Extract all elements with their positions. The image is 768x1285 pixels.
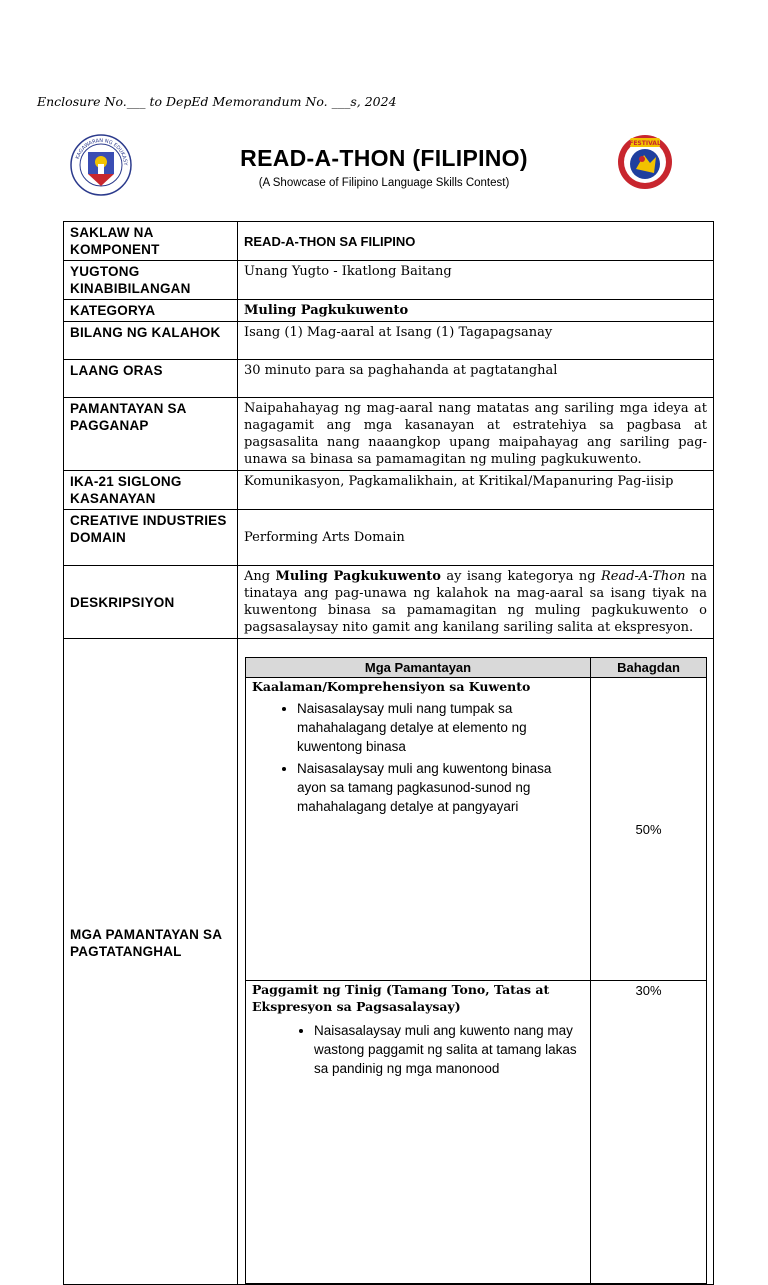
value-siglo: Komunikasyon, Pagkamalikhain, at Kritikal/Mapanuring Pag-iisip	[238, 471, 714, 510]
label-siglo: IKA-21 SIGLONG KASANAYAN	[64, 471, 238, 510]
row-siglo	[64, 471, 714, 510]
row-deskripsiyon	[64, 566, 714, 639]
seal-text: KAGAWARAN NG EDUKASY	[74, 137, 129, 166]
rubric-criterion-2	[246, 981, 591, 1284]
page-subtitle: (A Showcase of Filipino Language Skills Contest)	[258, 177, 510, 189]
festival-logo-icon	[616, 133, 674, 191]
rubric-header-criteria: Mga Pamantayan	[246, 658, 591, 678]
list-item: • Naisasalaysay muli nang tumpak sa mahahalagang detalye at elemento ng kuwentong binasa	[297, 699, 584, 756]
label-kategorya: KATEGORYA	[64, 300, 238, 322]
rubric-row	[246, 678, 707, 981]
value-pamantayan-pagganap: Naipahahayag ng mag-aaral nang matatas ang sariling mga ideya at nagagamit ang mga kasanayan at estratehiya sa pagbasa at pagsasalita nang naaangkop upang maipahayag ang sariling pag-unawa sa binasa sa pamamagitan ng muling pagkukuwento.	[238, 398, 714, 471]
value-oras: 30 minuto para sa paghahanda at pagtatanghal	[238, 360, 714, 398]
criterion-bullets	[252, 1021, 584, 1078]
page-title: READ-A-THON (FILIPINO)	[240, 145, 528, 171]
criterion-title: Paggamit ng Tinig (Tamang Tono, Tatas at Ekspresyon sa Pagsasalaysay)	[252, 982, 550, 1014]
criterion-percent: 30%	[591, 981, 707, 1284]
rubric-criterion-1	[246, 678, 591, 981]
rubric-header-row	[246, 658, 707, 678]
label-yugto: YUGTONG KINABIBILANGAN	[64, 261, 238, 300]
enclosure-note: Enclosure No.___ to DepEd Memorandum No. ___s, 2024	[37, 94, 397, 109]
label-saklaw: SAKLAW NA KOMPONENT	[64, 222, 238, 261]
label-deskripsiyon: DESKRIPSIYON	[64, 566, 238, 639]
row-oras	[64, 360, 714, 398]
rubric-table	[245, 657, 707, 1284]
desc-text-3: na tinataya ang pag-unawa ng kalahok na mag-aaral sa isang tiyak na kuwentong binasa sa pamamagitan ng muling pagkukuwento o pagsasalaysay nito gamit ang kanilang sariling salita at ekspresyon.	[244, 569, 707, 635]
criterion-bullets	[252, 699, 584, 816]
value-pamantayan-pagtatanghal	[238, 639, 714, 1285]
label-bilang: BILANG NG KALAHOK	[64, 322, 238, 360]
value-deskripsiyon	[238, 566, 714, 639]
contest-details-table	[63, 221, 714, 1285]
criterion-percent: 50%	[591, 678, 707, 981]
desc-bold-term: Muling Pagkukuwento	[275, 569, 441, 584]
row-creative	[64, 510, 714, 566]
rubric-header-percent: Bahagdan	[591, 658, 707, 678]
desc-italic-term: Read-A-Thon	[600, 569, 686, 584]
value-kategorya: Muling Pagkukuwento	[238, 300, 714, 322]
value-creative: Performing Arts Domain	[238, 510, 714, 566]
label-creative: CREATIVE INDUSTRIES DOMAIN	[64, 510, 238, 566]
row-saklaw	[64, 222, 714, 261]
row-pamantayan-pagganap	[64, 398, 714, 471]
desc-text-1: Ang	[244, 569, 276, 584]
list-item: • Naisasalaysay muli ang kuwento nang may wastong paggamit ng salita at tamang lakas sa pandinig ng mga manonood	[314, 1021, 584, 1078]
row-yugto	[64, 261, 714, 300]
label-pamantayan-pagtatanghal: MGA PAMANTAYAN SA PAGTATANGHAL	[64, 639, 238, 1285]
rubric-row	[246, 981, 707, 1284]
value-yugto: Unang Yugto - Ikatlong Baitang	[238, 261, 714, 300]
value-bilang: Isang (1) Mag-aaral at Isang (1) Tagapagsanay	[238, 322, 714, 360]
row-bilang	[64, 322, 714, 360]
label-pamantayan-pagganap: PAMANTAYAN SA PAGGANAP	[64, 398, 238, 471]
value-saklaw: READ-A-THON SA FILIPINO	[238, 222, 714, 261]
label-oras: LAANG ORAS	[64, 360, 238, 398]
desc-text-2: ay isang kategorya ng	[440, 569, 601, 584]
row-pamantayan-pagtatanghal	[64, 639, 714, 1285]
row-kategorya	[64, 300, 714, 322]
list-item: • Naisasalaysay muli ang kuwentong binasa ayon sa tamang pagkasunod-sunod ng mahahalagang detalye at pangyayari	[297, 759, 584, 816]
criterion-title: Kaalaman/Komprehensiyon sa Kuwento	[252, 679, 531, 694]
festival-text: FESTIVAL	[629, 140, 661, 147]
